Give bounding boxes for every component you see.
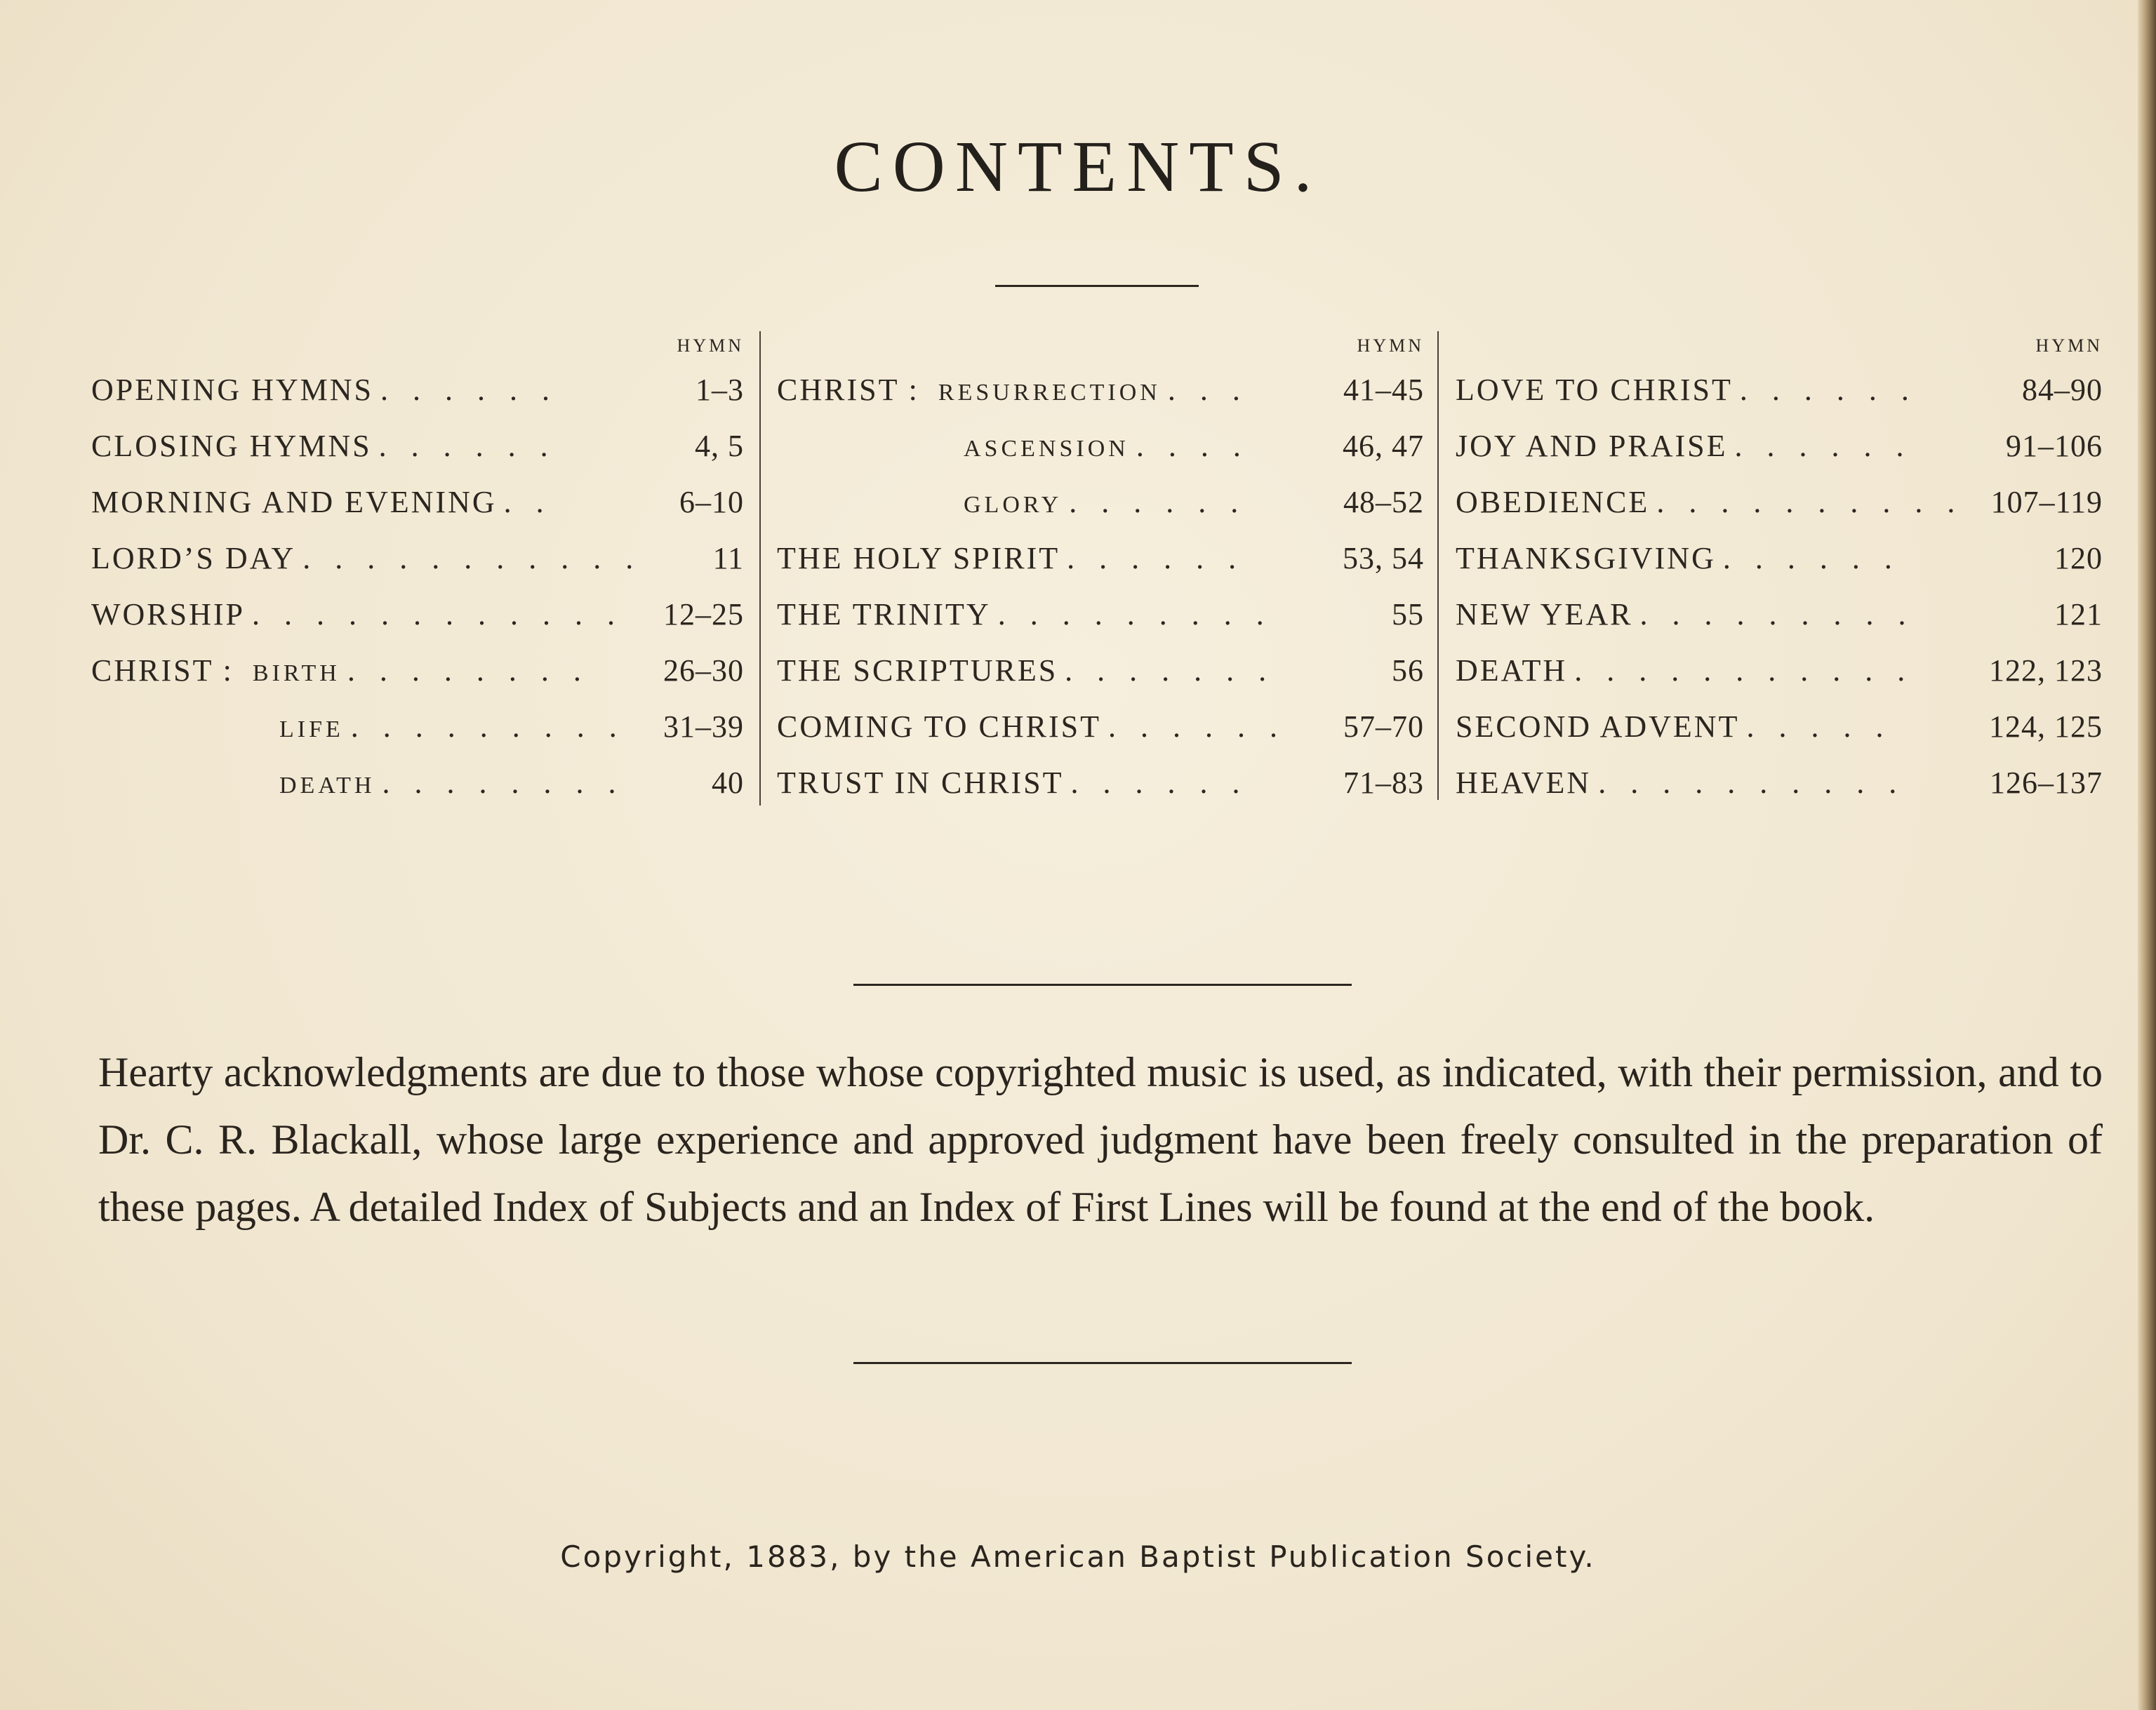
leader-dots: . . . (1167, 373, 1249, 407)
hymn-number: 56 (1392, 653, 1424, 688)
leader-dots: . . . . . . (1734, 429, 1912, 463)
contents-entry (91, 755, 744, 811)
entry-label: SECOND ADVENT (1456, 709, 1740, 744)
hymn-number: 40 (712, 766, 744, 800)
leader-dots: . . . . . . (380, 373, 559, 407)
leader-dots: . . . . . . . . . (350, 709, 625, 744)
leader-dots: . . . . . . . . . . . (302, 541, 642, 575)
leader-dots: . . . . . . . . . . (1656, 485, 1964, 519)
entry-label-group (777, 362, 1161, 421)
leader-dots: . . . . . . . . . . . (1574, 653, 1914, 688)
contents-entry (777, 699, 1424, 755)
hymn-column-header: HYMN (2035, 335, 2103, 356)
contents-column-2 (777, 330, 1424, 811)
entry-label: DEATH (1456, 653, 1568, 688)
copyright-line: Copyright, 1883, by the American Baptist Publication Society. (560, 1539, 1596, 1574)
contents-entry (777, 530, 1424, 587)
hymn-column-header: HYMN (677, 335, 744, 356)
hymn-number: 126–137 (1990, 766, 2103, 800)
leader-dots: . . . . . . . . (382, 766, 625, 800)
column-divider (1437, 331, 1439, 800)
hymn-number: 4, 5 (695, 429, 744, 463)
leader-dots: . . . . . . . . . (997, 597, 1272, 632)
entry-label: OPENING HYMNS (91, 373, 374, 407)
entry-label: BIRTH (252, 660, 340, 686)
leader-dots: . . (503, 485, 552, 519)
leader-dots: . . . . (1136, 429, 1249, 463)
hymn-number: 26–30 (663, 653, 744, 688)
leader-dots: . . . . . . (1069, 485, 1247, 519)
contents-entry (777, 587, 1424, 643)
hymn-number: 57–70 (1343, 709, 1424, 744)
entry-label: LOVE TO CHRIST (1456, 373, 1733, 407)
contents-entry (91, 474, 744, 530)
entry-label: RESURRECTION (938, 380, 1161, 406)
leader-dots: . . . . . . . . . . . . (252, 597, 624, 632)
entry-label: TRUST IN CHRIST (777, 766, 1064, 800)
acknowledgment-paragraph: Hearty acknowledgments are due to those whose copyrighted music is used, as indicated, with their permission, and to Dr. C. R. Blackall, whose large experience and approved judgment have been freely consulted in the preparation of these pages. A detailed Index of Subjects and an Index of First Lines will be found at the end of the book. (98, 1049, 2103, 1230)
contents-entry (1456, 699, 2103, 755)
contents-entry (1456, 530, 2103, 587)
hymn-number: 31–39 (663, 709, 744, 744)
entry-label: JOY AND PRAISE (1456, 429, 1728, 463)
entry-label: CLOSING HYMNS (91, 429, 372, 463)
entry-label: HEAVEN (1456, 766, 1592, 800)
contents-entry (91, 643, 744, 699)
hymn-number: 41–45 (1343, 373, 1424, 407)
entry-label: ASCENSION (964, 436, 1129, 462)
contents-entry (91, 362, 744, 418)
hymn-number: 1–3 (696, 373, 744, 407)
contents-entry (91, 587, 744, 643)
entry-label: OBEDIENCE (1456, 485, 1650, 519)
hymn-number: 124, 125 (1989, 709, 2103, 744)
hymn-number: 11 (712, 541, 744, 575)
contents-entry (1456, 362, 2103, 418)
entry-label: NEW YEAR (1456, 597, 1633, 632)
contents-entry (1456, 587, 2103, 643)
book-spine-edge (2138, 0, 2156, 1710)
hymn-number: 84–90 (2022, 373, 2103, 407)
hymn-number: 48–52 (1343, 485, 1424, 519)
contents-entry (1456, 643, 2103, 699)
entry-label: GLORY (964, 492, 1063, 518)
contents-entry (1456, 418, 2103, 474)
contents-entry (1456, 474, 2103, 530)
contents-column-3 (1456, 330, 2103, 811)
hymn-number: 91–106 (2006, 429, 2103, 463)
section-rule (853, 984, 1352, 986)
entry-label: THE TRINITY (777, 597, 991, 632)
leader-dots: . . . . . (1746, 709, 1892, 744)
contents-entry (777, 418, 1424, 474)
leader-dots: . . . . . . . . . (1639, 597, 1915, 632)
entry-label: MORNING AND EVENING (91, 485, 497, 519)
leader-dots: . . . . . . (1070, 766, 1249, 800)
hymn-number: 71–83 (1343, 766, 1424, 800)
hymn-number: 107–119 (1990, 485, 2103, 519)
leader-dots: . . . . . . (378, 429, 557, 463)
contents-entry (777, 643, 1424, 699)
entry-label: LIFE (279, 716, 344, 742)
entry-label: DEATH (279, 773, 375, 799)
page-title: CONTENTS. (834, 126, 1322, 207)
contents-entry (777, 362, 1424, 418)
hymn-number: 55 (1392, 597, 1424, 632)
column-divider (759, 331, 761, 806)
contents-entry (1456, 755, 2103, 811)
leader-dots: . . . . . . (1107, 709, 1286, 744)
leader-dots: . . . . . . . . (347, 653, 590, 688)
leader-dots: . . . . . . . . . . (1598, 766, 1905, 800)
hymn-number: 122, 123 (1989, 653, 2103, 688)
leader-dots: . . . . . . (1067, 541, 1245, 575)
leader-dots: . . . . . . . (1065, 653, 1275, 688)
entry-label: WORSHIP (91, 597, 246, 632)
contents-entry (91, 418, 744, 474)
entry-prefix: CHRIST : (91, 653, 234, 688)
entry-label: COMING TO CHRIST (777, 709, 1101, 744)
entry-label: THE SCRIPTURES (777, 653, 1058, 688)
title-rule (995, 285, 1199, 287)
hymn-number: 121 (2054, 597, 2103, 632)
hymn-number: 53, 54 (1343, 541, 1424, 575)
section-rule (853, 1362, 1352, 1364)
contents-entry (777, 474, 1424, 530)
contents-entry (91, 530, 744, 587)
entry-prefix: CHRIST : (777, 373, 919, 407)
entry-label: LORD’S DAY (91, 541, 296, 575)
hymn-number: 46, 47 (1343, 429, 1424, 463)
leader-dots: . . . . . . (1739, 373, 1917, 407)
hymn-number: 12–25 (663, 597, 744, 632)
entry-label: THANKSGIVING (1456, 541, 1716, 575)
hymn-number: 120 (2054, 541, 2103, 575)
contents-entry (777, 755, 1424, 811)
contents-column-1 (91, 330, 744, 811)
contents-entry (91, 699, 744, 755)
hymn-column-header: HYMN (1357, 335, 1424, 356)
hymn-number: 6–10 (679, 485, 744, 519)
leader-dots: . . . . . . (1722, 541, 1901, 575)
entry-label: THE HOLY SPIRIT (777, 541, 1060, 575)
entry-label-group (91, 643, 340, 702)
